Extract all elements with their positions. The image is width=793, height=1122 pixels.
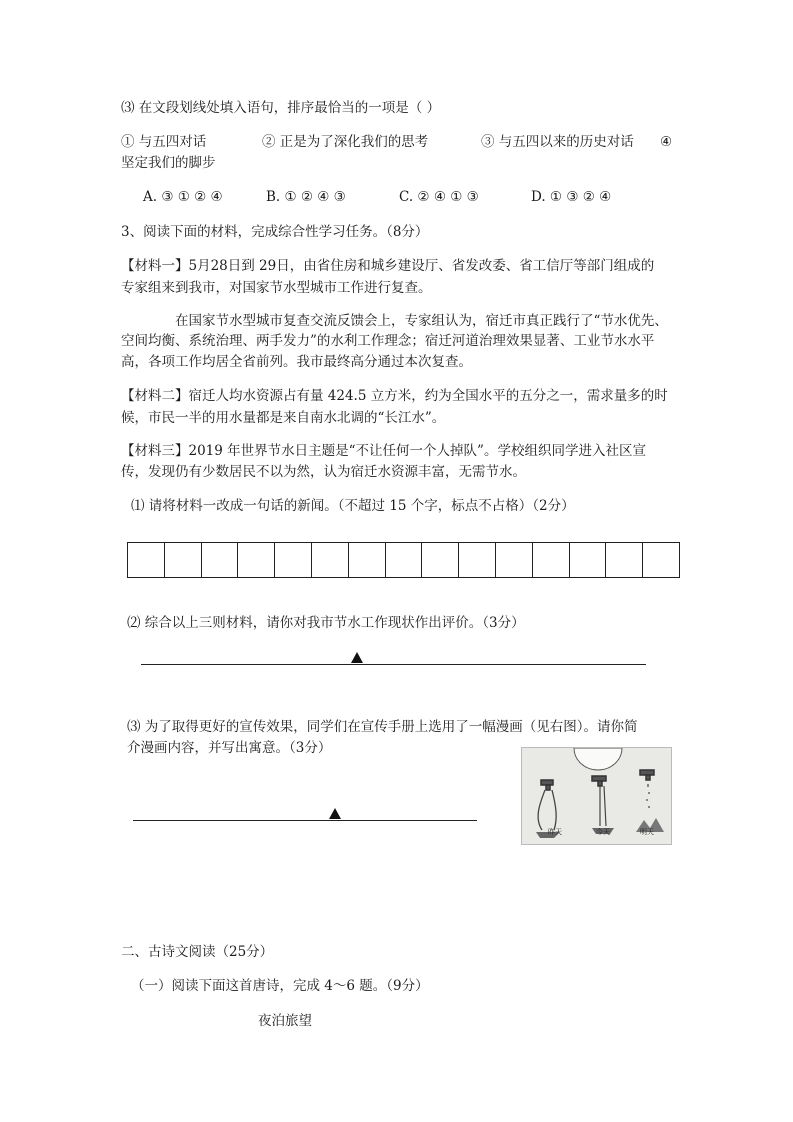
- answer-cell[interactable]: [275, 543, 312, 577]
- caption-today: 今天: [596, 828, 610, 836]
- part-subheading: （一）阅读下面这首唐诗，完成 4～6 题。（9分）: [131, 978, 429, 994]
- item-4-text: 坚定我们的脚步: [121, 155, 216, 171]
- answer-cell[interactable]: [349, 543, 386, 577]
- material-1-line: 在国家节水型城市复查交流反馈会上，专家组认为，宿迁市真正践行了“节水优先、: [175, 313, 668, 329]
- material-2-line: 【材料二】宿迁人均水资源占有量 424.5 立方米，约为全国水平的五分之一，需求量多的时: [121, 388, 668, 404]
- part-heading: 二、古诗文阅读（25分）: [121, 944, 274, 960]
- answer-cell[interactable]: [128, 543, 165, 577]
- item-3: ③ 与五四以来的历史对话: [481, 134, 634, 150]
- option-c: C. ② ④ ① ③: [399, 189, 479, 205]
- answer-marker-icon: [351, 652, 363, 663]
- section-heading: 3、阅读下面的材料，完成综合性学习任务。（8分）: [121, 224, 429, 240]
- item-4-number: ④: [660, 134, 673, 150]
- subquestion-2: ⑵ 综合以上三则材料，请你对我市节水工作现状作出评价。（3分）: [127, 615, 525, 631]
- answer-line-3[interactable]: [133, 820, 477, 821]
- caption-tomorrow: 明天: [640, 828, 654, 836]
- poem-title: 夜泊旅望: [258, 1013, 312, 1029]
- item-1: ① 与五四对话: [121, 134, 207, 150]
- subquestion-3-line: 介漫画内容，并写出寓意。（3分）: [127, 740, 332, 756]
- answer-cell[interactable]: [312, 543, 349, 577]
- caption-yesterday: 昨天: [548, 828, 562, 836]
- material-3-line: 传，发现仍有少数居民不以为然，认为宿迁水资源丰富，无需节水。: [121, 464, 526, 480]
- answer-grid[interactable]: [127, 542, 680, 578]
- answer-cell[interactable]: [165, 543, 202, 577]
- answer-line-2[interactable]: [141, 664, 646, 665]
- answer-cell[interactable]: [202, 543, 239, 577]
- material-1-line: 专家组来到我市，对国家节水型城市工作进行复查。: [121, 280, 432, 296]
- answer-cell[interactable]: [533, 543, 570, 577]
- material-1-line: 高，各项工作均居全省前列。我市最终高分通过本次复查。: [121, 354, 472, 370]
- option-b: B. ① ② ④ ③: [266, 189, 346, 205]
- answer-cell[interactable]: [643, 543, 679, 577]
- subquestion-3-line: ⑶ 为了取得更好的宣传效果，同学们在宣传手册上选用了一幅漫画（见右图）。请你简: [127, 719, 638, 735]
- answer-cell[interactable]: [459, 543, 496, 577]
- answer-cell[interactable]: [386, 543, 423, 577]
- subquestion-1: ⑴ 请将材料一改成一句话的新闻。（不超过 15 个字，标点不占格）（2分）: [131, 498, 575, 514]
- answer-cell[interactable]: [496, 543, 533, 577]
- material-1-line: 空间均衡、系统治理、两手发力”的水利工作理念；宿迁河道治理效果显著、工业节水水平: [121, 333, 655, 349]
- answer-cell[interactable]: [606, 543, 643, 577]
- water-cartoon-image: [521, 747, 672, 845]
- answer-marker-icon: [329, 808, 341, 819]
- answer-cell[interactable]: [422, 543, 459, 577]
- option-a: A. ③ ① ② ④: [143, 189, 223, 205]
- material-3-line: 【材料三】2019 年世界节水日主题是“不让任何一个人掉队”。学校组织同学进入社区宣: [121, 443, 646, 459]
- material-2-line: 候，市民一半的用水量都是来自南水北调的“长江水”。: [121, 410, 446, 426]
- material-1-line: 【材料一】5月28日到 29日，由省住房和城乡建设厅、省发改委、省工信厅等部门组成的: [121, 258, 655, 274]
- question-stem: ⑶ 在文段划线处填入语句，排序最恰当的一项是（ ）: [121, 100, 441, 116]
- option-d: D. ① ③ ② ④: [531, 189, 612, 205]
- item-2: ② 正是为了深化我们的思考: [262, 134, 429, 150]
- answer-cell[interactable]: [570, 543, 607, 577]
- answer-cell[interactable]: [238, 543, 275, 577]
